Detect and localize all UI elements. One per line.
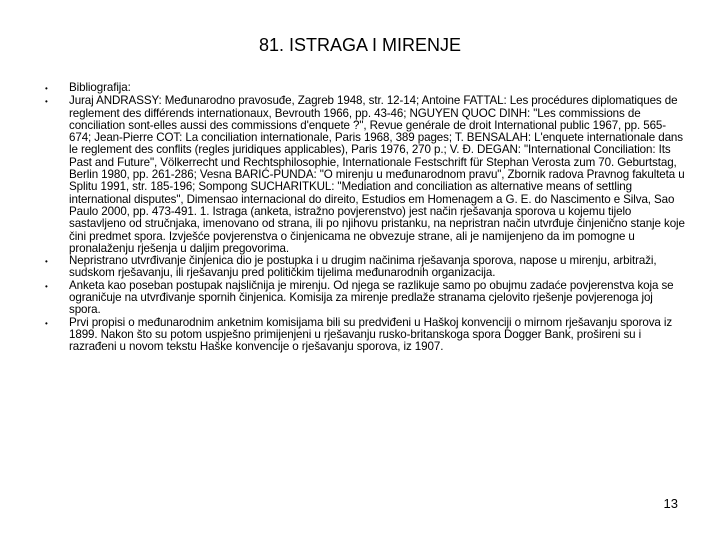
bullet-marker: •: [45, 257, 48, 267]
bullet-marker: •: [45, 84, 48, 93]
bullet-marker: •: [45, 97, 48, 107]
bullet-text: Anketa kao poseban postupak najsličnija je mirenju. Od njega se razlikuje samo po obujmu zadaće povjerenstva koja se ograničuje na utvrđivanje spornih činjenica. Komisija za mirenje predlaže stranama cjelovito rješenje povjerenoga joj spora.: [69, 278, 674, 317]
bullet-marker: •: [45, 318, 48, 328]
bullet-text: Bibliografija:: [69, 81, 131, 94]
bullet-item: [45, 255, 685, 280]
bullet-item: [45, 280, 685, 317]
bullet-item: [45, 317, 685, 354]
bullet-item: [45, 95, 685, 255]
bullet-list: [45, 82, 685, 354]
page-number: 13: [663, 496, 678, 511]
bullet-item: [45, 82, 685, 95]
bullet-text: Juraj ANDRASSY: Međunarodno pravosuđe, Zagreb 1948, str. 12-14; Antoine FATTAL: Les procédures diplomatiques de reglement des différends internationaux, Bevrouth 1966, pp. 43-46; NGUYEN QUOC DINH: "Les commissions de conciliation sont-elles aussi des commissions d'enquete ?", Revue genérale de droit International public 1967, pp. 565-674; Jean-Pierre COT: La conciliation internationale, Paris 1968, 389 pages; T. BENSALAH: L'enquete internationale dans le reglement des conflits (regles juridiques applicables), Paris 1976, 270 p.; V. Đ. DEGAN: "International Conciliation: Its Past and Future", Völkerrecht und Rechtsphilosophie, Internationale Festschrift für Stephan Verosta zum 70. Geburtstag, Berlin 1980, pp. 261-286; Vesna BARIĆ-PUNDA: "O mirenju u međunarodnom pravu", Zbornik radova Pravnog fakulteta u Splitu 1991, str. 185-196; Sompong SUCHARITKUL: "Mediation and conciliation as alternative means of settling international disputes", Dimensao internacional do direito, Estudios em Homenagem a G. E. do Nascimento e Silva, Sao Paulo 2000, pp. 473-491. 1. Istraga (anketa, istražno povjerenstvo) jest način rješavanja sporova u kojemu tijelo sastavljeno od stručnjaka, imenovano od strana, ili po njihovu pristanku, na nepristran način utvrđuje činjenično stanje koje čini predmet spora. Izvješće povjerenstva o činjenicama ne obvezuje strane, ali je namijenjeno da im pomogne u pronalaženju rješenja u daljim pregovorima.: [69, 94, 685, 255]
slide-title: 81. ISTRAGA I MIRENJE: [258, 35, 462, 55]
bullet-marker: •: [45, 281, 48, 291]
bullet-text: Prvi propisi o međunarodnim anketnim komisijama bili su predviđeni u Haškoj konvenciji o mirnom rješavanju sporova iz 1899. Nakon što su potom uspješno primijenjeni u rješavanju rusko-britanskoga spora Dogger Bank, prošireni su i razrađeni u novom tekstu Haške konvencije o rješavanju sporova, iz 1907.: [69, 315, 673, 354]
bullet-text: Nepristrano utvrđivanje činjenica dio je postupka i u drugim načinima rješavanja sporova, napose u mirenju, arbitraži, sudskom rješavanju, ili rješavanju pred političkim tijelima međunarodnih organizacija.: [69, 254, 657, 280]
